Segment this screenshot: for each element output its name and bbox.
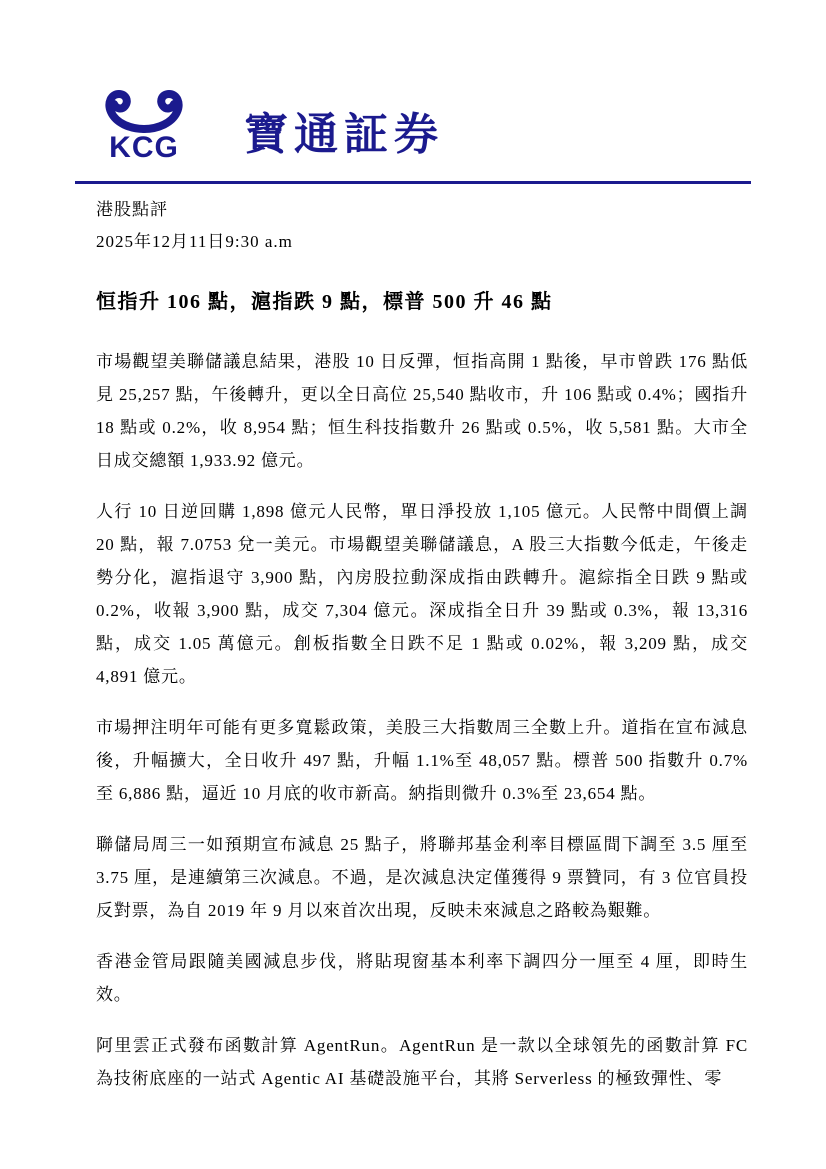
masthead-divider (75, 181, 751, 184)
paragraph: 市場押注明年可能有更多寬鬆政策，美股三大指數周三全數上升。道指在宣布減息後，升幅擴大，全日收升 497 點，升幅 1.1%至 48,057 點。標普 500 指數升 0.7%至 6,886 點，逼近 10 月底的收市新高。納指則微升 0.3%至 23,654 點。 (96, 718, 748, 803)
section-label: 港股點評 (96, 200, 168, 219)
paragraph: 阿里雲正式發布函數計算 AgentRun。AgentRun 是一款以全球領先的函數計算 FC 為技術底座的一站式 Agentic AI 基礎設施平台，其將 Serverless 的極致彈性、零 (96, 1036, 748, 1088)
paragraph: 人行 10 日逆回購 1,898 億元人民幣，單日淨投放 1,105 億元。人民幣中間價上調 20 點，報 7.0753 兌一美元。市場觀望美聯儲議息，A 股三大指數今低走，午後走勢分化，滬指退守 3,900 點，內房股拉動深成指由跌轉升。滬綜指全日跌 9 點或 0.2%，收報 3,900 點，成交 7,304 億元。深成指全日升 39 點或 0.3%，報 13,316 點，成交 1.05 萬億元。創板指數全日跌不足 1 點或 0.02%，報 3,209 點，成交 4,891 億元。 (96, 502, 748, 686)
masthead (96, 85, 748, 163)
date-label: 2025年12月11日9:30 a.m (96, 232, 293, 251)
company-logo (96, 85, 192, 163)
article-body (96, 345, 748, 1095)
paragraph: 聯儲局周三一如預期宣布減息 25 點子，將聯邦基金利率目標區間下調至 3.5 厘至 3.75 厘，是連續第三次減息。不過，是次減息決定僅獲得 9 票贊同，有 3 位官員投反對票，為自 2019 年 9 月以來首次出現，反映未來減息之路較為艱難。 (96, 835, 748, 920)
company-title: 寶通証券 (244, 110, 444, 159)
logo-text: KCG (109, 131, 179, 164)
article-headline: 恒指升 106 點，滬指跌 9 點，標普 500 升 46 點 (96, 291, 553, 313)
bull-horns-icon (98, 85, 190, 137)
paragraph: 市場觀望美聯儲議息結果，港股 10 日反彈，恒指高開 1 點後，早市曾跌 176 點低見 25,257 點，午後轉升，更以全日高位 25,540 點收市，升 106 點或 0.4%；國指升 18 點或 0.2%，收 8,954 點；恒生科技指數升 26 點或 0.5%，收 5,581 點。大市全日成交總額 1,933.92 億元。 (96, 352, 748, 470)
paragraph: 香港金管局跟隨美國減息步伐，將貼現窗基本利率下調四分一厘至 4 厘，即時生效。 (96, 952, 748, 1004)
